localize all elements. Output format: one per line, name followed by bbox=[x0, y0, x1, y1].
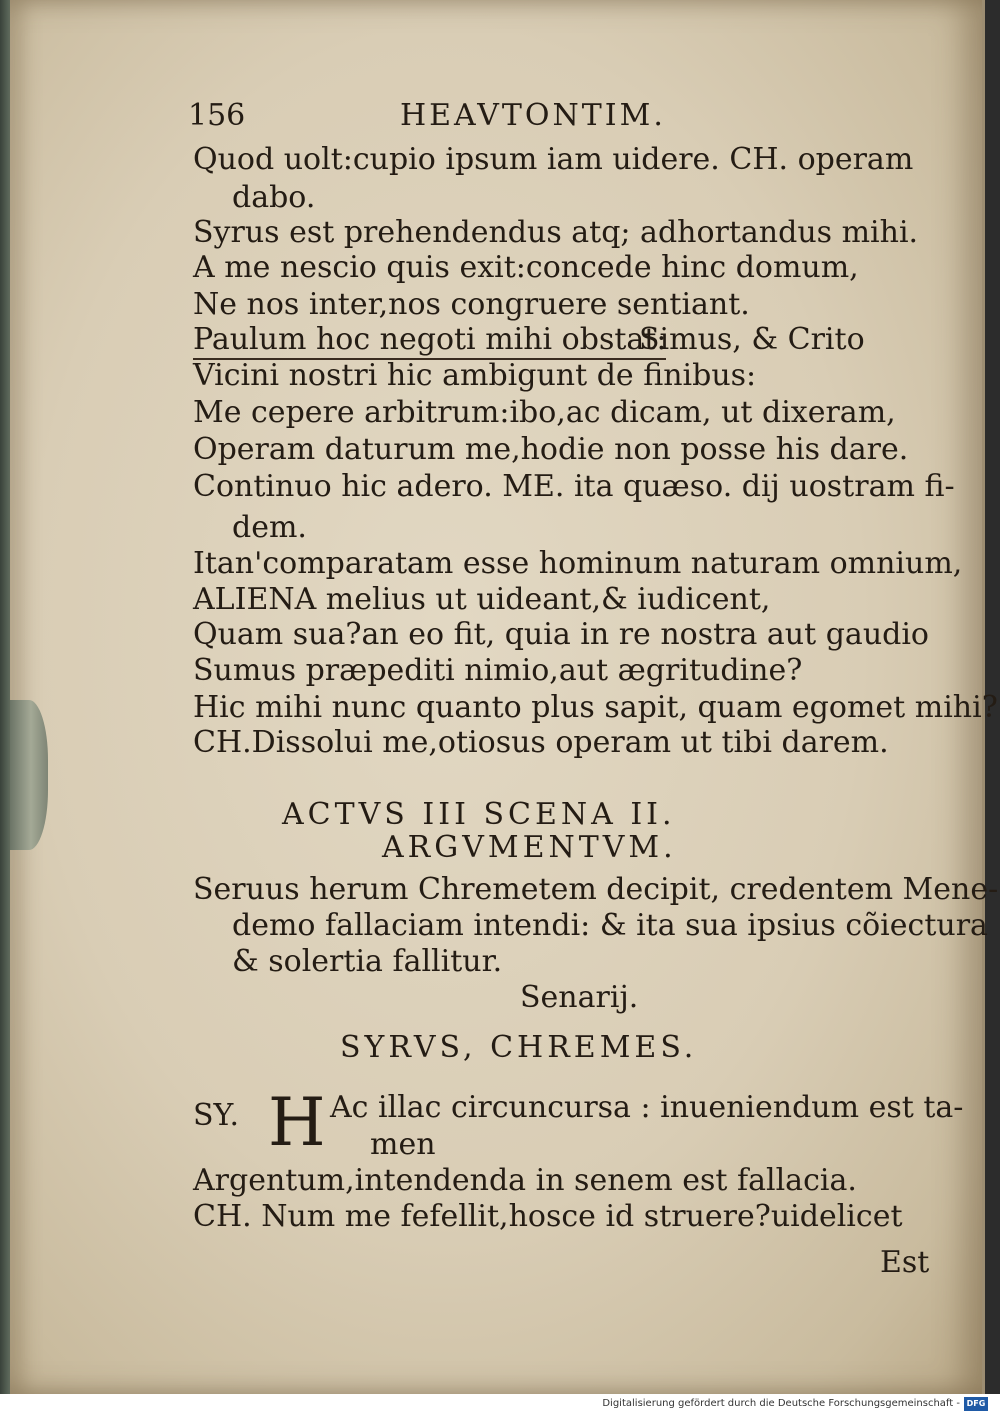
scene-line-3: CH. Num me fefellit,hosce id struere?uidelicet bbox=[193, 1199, 903, 1234]
text-line-11: dem. bbox=[232, 510, 307, 545]
text-line-2: dabo. bbox=[232, 180, 316, 215]
text-line-8: Me cepere arbitrum:ibo,ac dicam, ut dixeram, bbox=[193, 395, 896, 430]
text-line-3: Syrus est prehendendus atq; adhortandus mihi. bbox=[193, 215, 919, 250]
text-line-5: Ne nos inter,nos congruere sentiant. bbox=[193, 287, 750, 322]
text-line-9: Operam daturum me,hodie non posse his dare. bbox=[193, 432, 909, 467]
page-text bbox=[10, 0, 999, 1394]
footer-credit: Digitalisierung gefördert durch die Deutsche Forschungsgemeinschaft - bbox=[602, 1398, 960, 1409]
meter-label: Senarij. bbox=[520, 980, 639, 1015]
catchword: Est bbox=[880, 1245, 930, 1280]
dfg-logo-icon: DFG bbox=[964, 1397, 988, 1411]
speaker-label: SY. bbox=[193, 1098, 240, 1133]
text-line-6-rest: Simus, & Crito bbox=[639, 322, 865, 357]
scene-line-1-cont: men bbox=[370, 1127, 436, 1162]
act-heading: ACTVS III SCENA II. bbox=[282, 797, 676, 832]
argument-heading: ARGVMENTVM. bbox=[382, 830, 677, 865]
footer-bar bbox=[0, 1394, 1000, 1416]
text-line-4: A me nescio quis exit:concede hinc domum, bbox=[193, 250, 859, 285]
speakers-heading: SYRVS, CHREMES. bbox=[340, 1030, 698, 1065]
argument-line-1: Seruus herum Chremetem decipit, credentem Mene- bbox=[193, 872, 999, 907]
text-line-7: Vicini nostri hic ambigunt de finibus: bbox=[193, 358, 757, 393]
scene-line-1: Ac illac circuncursa : inueniendum est ta- bbox=[330, 1090, 964, 1125]
text-line-17: CH.Dissolui me,otiosus operam ut tibi darem. bbox=[193, 725, 889, 760]
text-line-12: Itan'comparatam esse hominum naturam omnium, bbox=[193, 546, 963, 581]
text-line-16: Hic mihi nunc quanto plus sapit, quam egomet mihi? bbox=[193, 690, 998, 725]
text-line-14: Quam sua?an eo fit, quia in re nostra aut gaudio bbox=[193, 617, 929, 652]
scene-line-2: Argentum,intendenda in senem est fallacia. bbox=[193, 1163, 857, 1198]
underlined-passage: Paulum hoc negoti mihi obstat: bbox=[193, 322, 666, 360]
argument-line-3: & solertia fallitur. bbox=[232, 944, 503, 979]
drop-cap: H bbox=[268, 1084, 326, 1161]
text-line-13: ALIENA melius ut uideant,& iudicent, bbox=[193, 582, 771, 617]
text-line-15: Sumus præpediti nimio,aut ægritudine? bbox=[193, 653, 803, 688]
page-number: 156 bbox=[188, 98, 246, 133]
running-head: HEAVTONTIM. bbox=[400, 98, 666, 133]
text-line-1: Quod uolt:cupio ipsum iam uidere. CH. operam bbox=[193, 142, 914, 177]
book-page bbox=[10, 0, 999, 1394]
text-line-10: Continuo hic adero. ME. ita quæso. dij uostram fi- bbox=[193, 469, 955, 504]
argument-line-2: demo fallaciam intendi: & ita sua ipsius cõiectura bbox=[232, 908, 988, 943]
